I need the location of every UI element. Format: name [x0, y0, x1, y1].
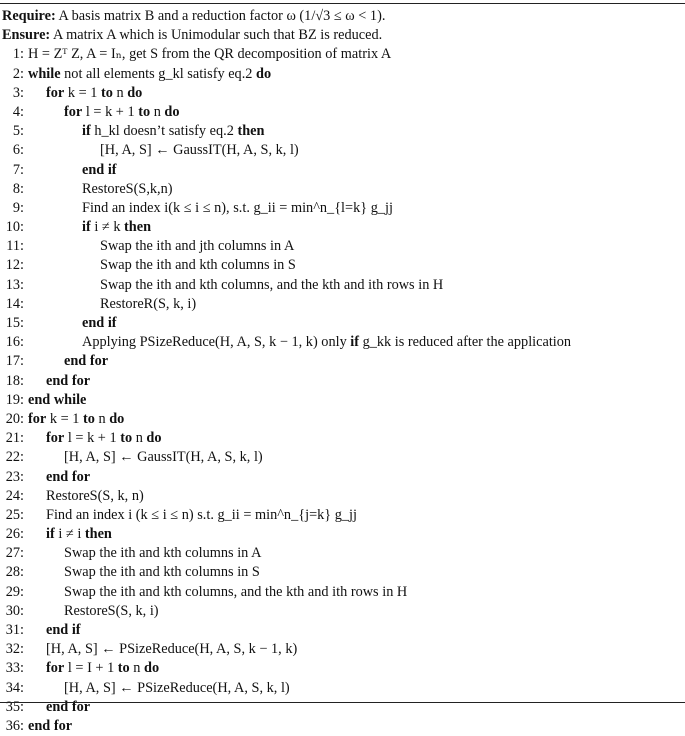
line-number: 26: [5, 526, 24, 543]
algorithm-line [2, 314, 682, 333]
algorithm-line [2, 506, 682, 525]
line-text: Swap the ith and kth columns, and the kth and ith rows in H [100, 276, 444, 293]
algorithm-line [2, 468, 682, 487]
top-rule [0, 3, 685, 4]
line-text: [H, A, S] ← GaussIT(H, A, S, k, l) [100, 142, 299, 159]
line-text: end while [28, 391, 87, 408]
line-number: 18: [5, 372, 24, 389]
line-text: if i ≠ k then [82, 219, 152, 236]
ensure-text: A matrix A which is Unimodular such that BZ is reduced. [53, 27, 383, 44]
line-text: end for [46, 698, 91, 715]
line-number: 15: [5, 315, 24, 331]
line-number: 28: [5, 564, 24, 581]
algorithm-line [2, 103, 682, 122]
line-text: if h_kl doesn’t satisfy eq.2 then [82, 123, 265, 140]
line-number: 36: [5, 717, 24, 734]
algorithm-line [2, 84, 682, 103]
line-text: end if [46, 622, 81, 638]
bottom-rule [0, 702, 685, 703]
line-text: for k = 1 to n do [46, 84, 143, 101]
line-number: 3: [12, 84, 24, 101]
algorithm-line [2, 65, 682, 84]
line-number: 29: [5, 583, 24, 600]
algorithm-line [2, 698, 682, 717]
line-number: 14: [5, 295, 24, 312]
require-text: A basis matrix B and a reduction factor ω (1/√3 ≤ ω < 1). [58, 8, 386, 24]
ensure-line [2, 26, 682, 45]
line-number: 35: [5, 698, 24, 715]
line-number: 30: [5, 602, 24, 619]
line-number: 1: [12, 46, 24, 63]
algorithm-line [2, 276, 682, 295]
line-text: Swap the ith and kth columns in A [64, 545, 262, 562]
line-text: if i ≠ i then [46, 526, 112, 543]
line-number: 7: [12, 161, 24, 178]
line-text: RestoreS(S, k, n) [46, 487, 144, 504]
algorithm-line [2, 717, 682, 736]
line-text: Find an index i(k ≤ i ≤ n), s.t. g_ii = min^n_{l=k} g_jj [82, 199, 393, 216]
line-number: 12: [5, 257, 24, 274]
line-number: 8: [12, 180, 24, 197]
line-text: Applying PSizeReduce(H, A, S, k − 1, k) only if g_kk is reduced after the application [82, 334, 572, 351]
line-text: RestoreR(S, k, i) [100, 295, 197, 312]
line-number: 24: [5, 487, 24, 504]
line-number: 27: [5, 545, 24, 562]
line-text: Swap the ith and kth columns, and the kth and ith rows in H [64, 583, 408, 600]
line-text: end for [46, 372, 91, 389]
algorithm-line [2, 679, 682, 698]
line-number: 31: [5, 622, 24, 638]
algorithm-line [2, 448, 682, 467]
algorithm-line [2, 563, 682, 582]
algorithm-line [2, 621, 682, 640]
line-number: 2: [12, 65, 24, 82]
algorithm-line [2, 372, 682, 391]
algorithm-line [2, 352, 682, 371]
algorithm-line [2, 295, 682, 314]
algorithm-line [2, 256, 682, 275]
algorithm-line [2, 141, 682, 160]
line-number: 17: [5, 353, 24, 370]
line-number: 6: [12, 142, 24, 159]
line-text: end for [46, 468, 91, 485]
line-number: 9: [12, 199, 24, 216]
line-text: RestoreS(S,k,n) [82, 180, 173, 197]
line-number: 5: [12, 123, 24, 140]
line-text: Swap the ith and kth columns in S [64, 564, 260, 581]
line-number: 11: [6, 238, 24, 255]
line-text: end if [82, 315, 117, 331]
line-number: 10: [5, 219, 24, 236]
algorithm-line [2, 602, 682, 621]
algorithm-line [2, 410, 682, 429]
line-text: [H, A, S] ← PSizeReduce(H, A, S, k − 1, k) [46, 641, 298, 658]
algorithm-line [2, 122, 682, 141]
line-text: end for [64, 353, 109, 370]
line-text: Swap the ith and kth columns in S [100, 257, 296, 274]
line-number: 25: [5, 506, 24, 523]
algorithm-line [2, 525, 682, 544]
line-number: 33: [5, 660, 24, 677]
line-text: Find an index i (k ≤ i ≤ n) s.t. g_ii = min^n_{j=k} g_jj [46, 506, 357, 523]
line-number: 22: [5, 449, 24, 466]
line-text: for k = 1 to n do [28, 410, 125, 427]
ensure-label: Ensure: [2, 27, 51, 44]
line-text: end for [28, 717, 73, 734]
line-number: 34: [5, 679, 24, 696]
line-text: while not all elements g_kl satisfy eq.2 do [28, 65, 272, 82]
line-text: [H, A, S] ← GaussIT(H, A, S, k, l) [64, 449, 263, 466]
algorithm-line [2, 659, 682, 678]
line-number: 32: [5, 641, 24, 658]
line-number: 4: [12, 103, 24, 120]
algorithm-line [2, 544, 682, 563]
algorithm-line [2, 429, 682, 448]
line-text: for l = k + 1 to n do [64, 103, 180, 120]
algorithm-line [2, 161, 682, 180]
line-number: 19: [5, 391, 24, 408]
line-number: 16: [5, 334, 24, 351]
algorithm-steps [2, 45, 682, 736]
require-line [2, 7, 682, 26]
line-number: 21: [5, 430, 24, 447]
algorithm-line [2, 487, 682, 506]
algorithm-line [2, 583, 682, 602]
line-number: 20: [5, 410, 24, 427]
algorithm-line [2, 640, 682, 659]
require-label: Require: [2, 8, 56, 24]
line-text: for l = k + 1 to n do [46, 430, 162, 447]
line-text: [H, A, S] ← PSizeReduce(H, A, S, k, l) [64, 679, 290, 696]
line-text: RestoreS(S, k, i) [64, 602, 159, 619]
algorithm-line [2, 45, 682, 64]
line-text: end if [82, 161, 117, 178]
line-number: 23: [5, 468, 24, 485]
algorithm-listing [2, 7, 682, 736]
algorithm-line [2, 180, 682, 199]
line-number: 13: [5, 276, 24, 293]
algorithm-line [2, 218, 682, 237]
line-text: Swap the ith and jth columns in A [100, 238, 295, 255]
algorithm-line [2, 391, 682, 410]
algorithm-line [2, 199, 682, 218]
algorithm-line [2, 237, 682, 256]
line-text: H = Zᵀ Z, A = Iₙ, get S from the QR decomposition of matrix A [28, 46, 392, 63]
line-text: for l = I + 1 to n do [46, 660, 160, 677]
algorithm-line [2, 333, 682, 352]
